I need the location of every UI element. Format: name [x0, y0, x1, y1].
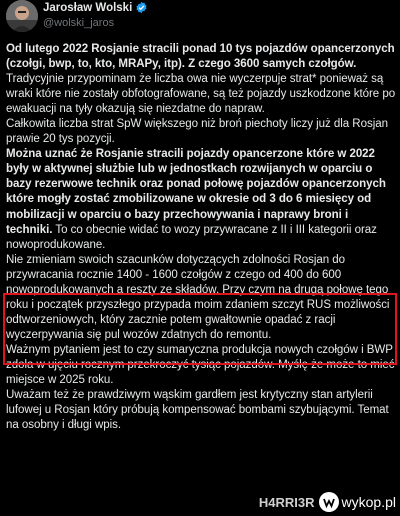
avatar[interactable]: [6, 0, 38, 32]
tweet-paragraph-7: Uważam też że prawdziwym wąskim gardłem jest krytyczny stan artylerii lufowej u Rosjan który próbują kompensować bombami szybującymi. Temat na osobny i długi wpis.: [6, 389, 389, 432]
author-name-line[interactable]: [43, 1, 148, 14]
tweet-paragraph-2: Tradycyjnie przypominam że liczba owa nie wyczerpuje strat* ponieważ są wraki które nie zostały obfotografowane, są też pojazdy uszkodzone które po ewakuacji na tyły okazują się niezdatne do napraw.: [6, 73, 396, 116]
tweet-text: [6, 42, 396, 433]
tweet-header: [4, 0, 400, 38]
tweet-paragraph-4-bold: Można uznać że Rosjanie stracili pojazdy opancerzone które w 2022 były w aktywnej służbie lub w jednostkach rozwijanych w oparciu o bazy rezerwowe technik oraz ponad połowę pojazdów opancerzonych które mogły zostać zmobilizowane w okresie od 3 do 6 miesięcy od mobilizacji w oparciu o bazy przechowywania i naprawy broni i techniki.: [6, 148, 386, 236]
wykop-logo-icon: [319, 492, 339, 512]
verified-badge-icon: [135, 1, 148, 14]
watermark-site: wykop.pl: [341, 494, 396, 510]
author-handle[interactable]: @wolski_jaros: [43, 17, 115, 29]
avatar-photo-icon: [6, 0, 38, 32]
tweet-paragraph-5: Nie zmieniam swoich szacunków dotyczących zdolności Rosjan do przywracania rocznie 1400 - 1600 czołgów z czego od 400 do 600 nowoprodukowanych a reszty ze składów. Przy czym na drugą połowę tego roku i początek przyszłego przypada moim zdaniem szczyt RUS możliwości odtworzeniowych, który zacznie potem gwałtownie opadać z racji wyczerpywania się pul wozów zdatnych do remontu.: [6, 253, 390, 341]
tweet-paragraph-4-rest: To co obecnie widać to wozy przywracane z II i III kategorii oraz nowoprodukowane.: [6, 223, 377, 251]
tweet-paragraph-3: Całkowita liczba strat SpW większego niż broń piechoty liczy już dla Rosjan prawie 20 tys pozycji.: [6, 118, 388, 146]
tweet-paragraph-4: [6, 147, 396, 252]
watermark: [259, 491, 396, 513]
wykop-logo: [319, 492, 396, 512]
watermark-user: H4RRI3R: [258, 494, 315, 510]
tweet-paragraph-6: Ważnym pytaniem jest to czy sumaryczna produkcja nowych czołgów i BWP zdoła w ujęciu rocznym przekroczyć tysiąc pojazdów. Myślę że może to mieć miejsce w 2025 roku.: [6, 343, 395, 387]
tweet-paragraph-1: Od lutego 2022 Rosjanie stracili ponad 10 tys pojazdów opancerzonych (czołgi, bwp, to, kto, MRAPy, itp). Z czego 3600 samych czołgów.: [6, 43, 395, 71]
author-name[interactable]: Jarosław Wolski: [43, 1, 133, 14]
